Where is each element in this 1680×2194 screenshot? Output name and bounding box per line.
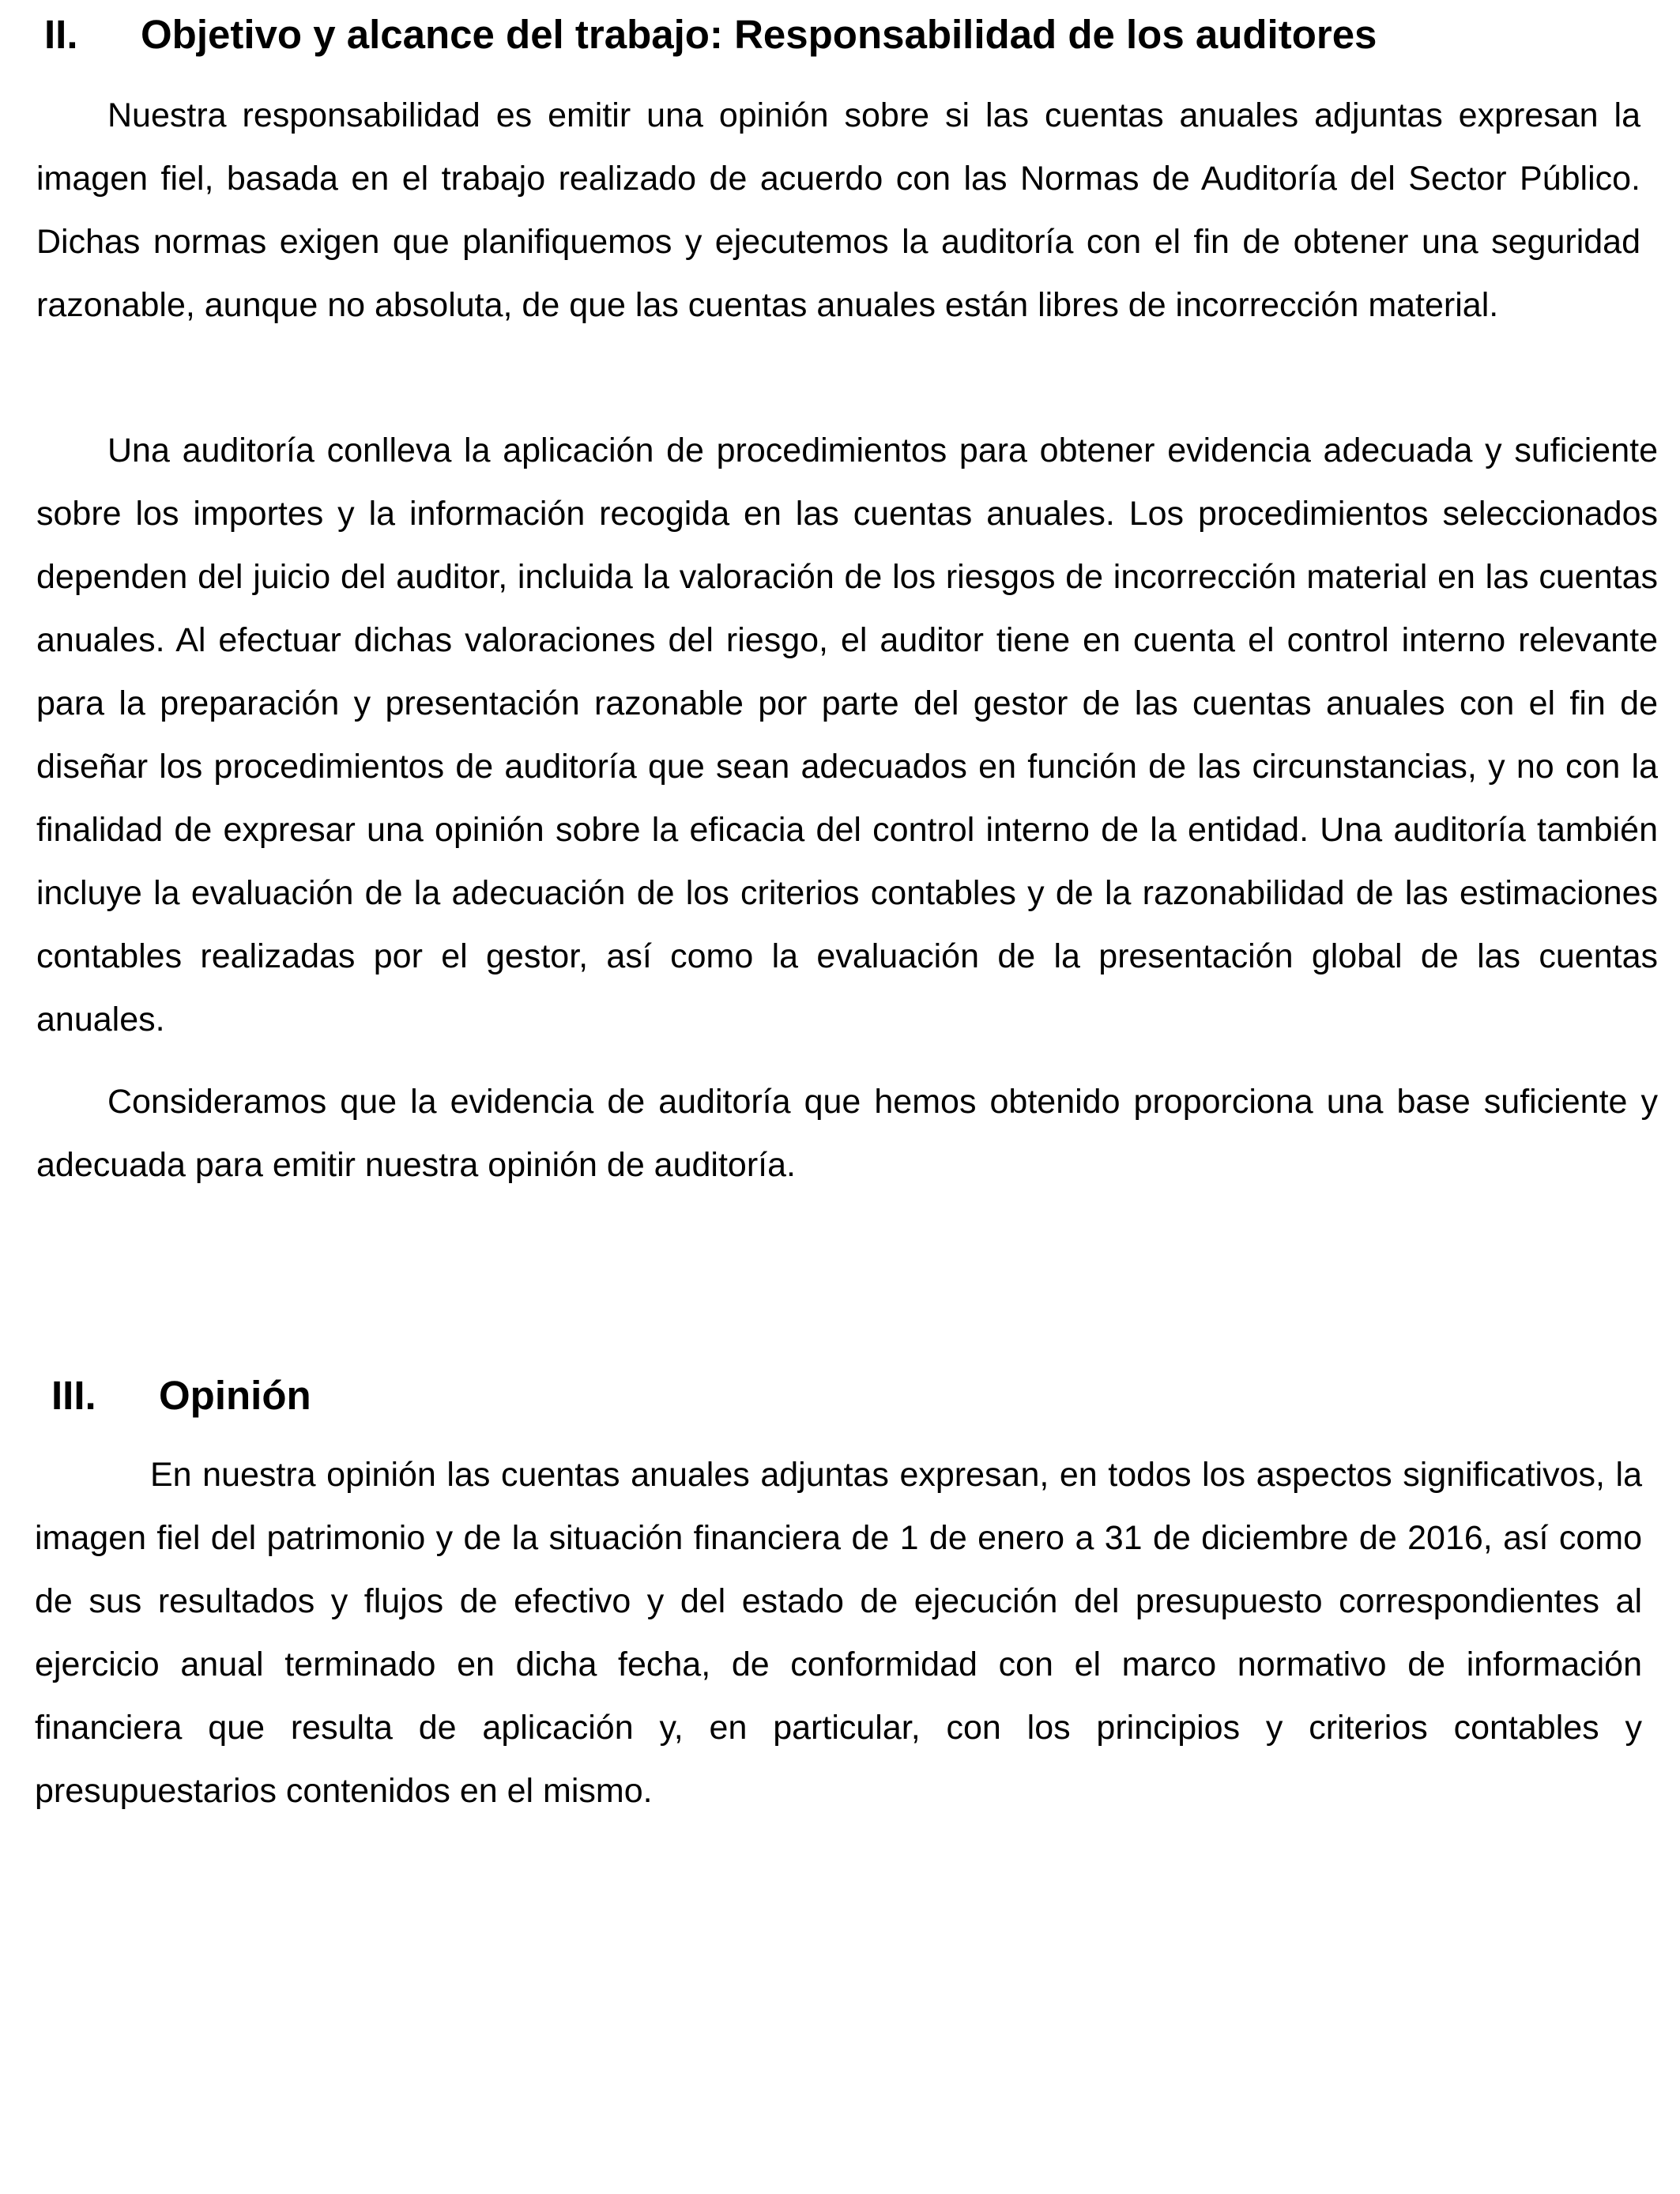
section-heading-objective: [44, 11, 1656, 58]
section-number: II.: [44, 12, 78, 57]
section-title: Objetivo y alcance del trabajo: Responsabilidad de los auditores: [141, 12, 1377, 57]
paragraph-opinion: En nuestra opinión las cuentas anuales adjuntas expresan, en todos los aspectos significativos, la imagen fiel del patrimonio y de la situación financiera de 1 de enero a 31 de diciembre de 2016, así como de sus resultados y flujos de efectivo y del estado de ejecución del presupuesto correspondientes al ejercicio anual terminado en dicha fecha, de conformidad con el marco normativo de información financiera que resulta de aplicación y, en particular, con los principios y criterios contables y presupuestarios contenidos en el mismo.: [35, 1456, 1642, 1810]
paragraph-audit-evidence: Consideramos que la evidencia de auditoría que hemos obtenido proporciona una base suficiente y adecuada para emitir nuestra opinión de auditoría.: [36, 1083, 1658, 1184]
section-heading-opinion: [51, 1372, 1663, 1419]
paragraph-audit-procedures: Una auditoría conlleva la aplicación de procedimientos para obtener evidencia adecuada y suficiente sobre los importes y la información recogida en las cuentas anuales. Los procedimientos seleccionados dependen del juicio del auditor, incluida la valoración de los riesgos de incorrección material en las cuentas anuales. Al efectuar dichas valoraciones del riesgo, el auditor tiene en cuenta el control interno relevante para la preparación y presentación razonable por parte del gestor de las cuentas anuales con el fin de diseñar los procedimientos de auditoría que sean adecuados en función de las circunstancias, y no con la finalidad de expresar una opinión sobre la eficacia del control interno de la entidad. Una auditoría también incluye la evaluación de la adecuación de los criterios contables y de la razonabilidad de las estimaciones contables realizadas por el gestor, así como la evaluación de la presentación global de las cuentas anuales.: [36, 432, 1658, 1039]
section-title: Opinión: [159, 1373, 311, 1418]
section-number: III.: [51, 1373, 96, 1418]
paragraph-responsibility: Nuestra responsabilidad es emitir una opinión sobre si las cuentas anuales adjuntas expresan la imagen fiel, basada en el trabajo realizado de acuerdo con las Normas de Auditoría del Sector Público. Dichas normas exigen que planifiquemos y ejecutemos la auditoría con el fin de obtener una seguridad razonable, aunque no absoluta, de que las cuentas anuales están libres de incorrección material.: [36, 96, 1640, 324]
